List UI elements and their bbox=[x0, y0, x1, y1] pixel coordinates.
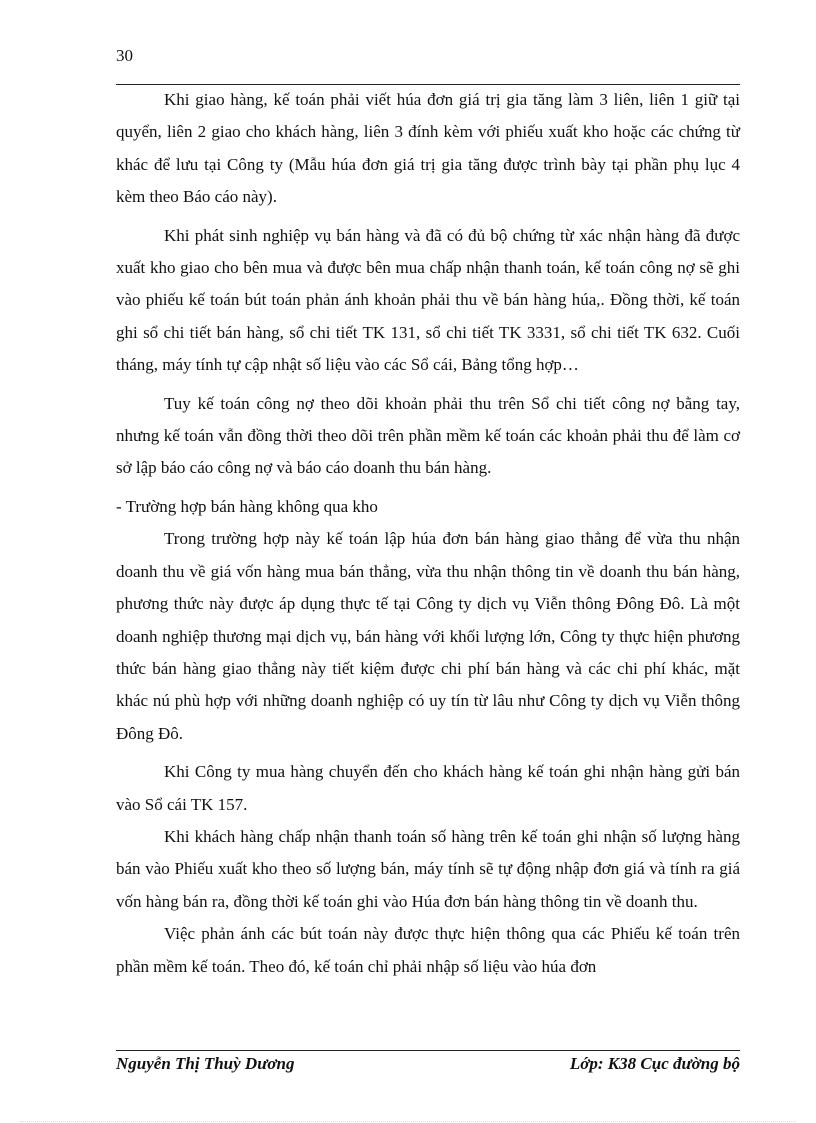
page-edge-divider bbox=[20, 1121, 796, 1122]
paragraph-invoice-issuance: Khi giao hàng, kế toán phải viết húa đơn giá trị gia tăng làm 3 liên, liên 1 giữ tại quyển, liên 2 giao cho khách hàng, liên 3 đính kèm với phiếu xuất kho hoặc các chứng từ khác để lưu tại Công ty (Mẫu húa đơn giá trị gia tăng được trình bày tại phần phụ lục 4 kèm theo Báo cáo này). bbox=[116, 90, 740, 207]
paragraph-receivables-tracking: Tuy kế toán công nợ theo dõi khoản phải thu trên Sổ chi tiết công nợ bằng tay, nhưng kế toán vẫn đồng thời theo dõi trên phần mềm kế toán các khoản phải thu để làm cơ sở lập báo cáo công nợ và báo cáo doanh thu bán hàng. bbox=[116, 393, 740, 478]
footer-rule bbox=[116, 1050, 740, 1051]
paragraph-goods-sent: Khi Công ty mua hàng chuyển đến cho khách hàng kế toán ghi nhận hàng gửi bán vào Sổ cái TK 157. bbox=[116, 762, 740, 814]
footer-class: Lớp: K38 Cục đường bộ bbox=[569, 1054, 740, 1073]
document-body bbox=[116, 84, 740, 983]
section-heading-direct-sales: - Trường hợp bán hàng không qua kho bbox=[116, 496, 378, 516]
paragraph-accounting-entries: Việc phản ánh các bút toán này được thực hiện thông qua các Phiếu kế toán trên phần mềm kế toán. Theo đó, kế toán chỉ phải nhập số liệu vào húa đơn bbox=[116, 924, 740, 976]
paragraph-payment-acceptance: Khi khách hàng chấp nhận thanh toán số hàng trên kế toán ghi nhận số lượng hàng bán vào Phiếu xuất kho theo số lượng bán, máy tính sẽ tự động nhập đơn giá và tính ra giá vốn hàng bán ra, đồng thời kế toán ghi vào Húa đơn bán hàng thông tin về doanh thu. bbox=[116, 826, 740, 911]
page-number: 30 bbox=[116, 46, 133, 65]
paragraph-sales-recording: Khi phát sinh nghiệp vụ bán hàng và đã có đủ bộ chứng từ xác nhận hàng đã được xuất kho giao cho bên mua và được bên mua chấp nhận thanh toán, kế toán công nợ sẽ ghi vào phiếu kế toán bút toán phản ánh khoản phải thu về bán hàng húa,. Đồng thời, kế toán ghi sổ chi tiết bán hàng, sổ chi tiết TK 131, sổ chi tiết TK 3331, sổ chi tiết TK 632. Cuối tháng, máy tính tự cập nhật số liệu vào các Sổ cái, Bảng tổng hợp… bbox=[116, 225, 740, 375]
footer-author: Nguyễn Thị Thuỳ Dương bbox=[116, 1054, 295, 1073]
paragraph-direct-sales: Trong trường hợp này kế toán lập húa đơn bán hàng giao thẳng để vừa thu nhận doanh thu về giá vốn hàng mua bán thẳng, vừa thu nhận thông tin về doanh thu bán hàng, phương thức này được áp dụng thực tế tại Công ty dịch vụ Viễn thông Đông Đô. Là một doanh nghiệp thương mại dịch vụ, bán hàng với khối lượng lớn, Công ty thực hiện phương thức bán hàng giao thẳng này tiết kiệm được chi phí bán hàng và các chi phí khác, mặt khác nú phù hợp với những doanh nghiệp có uy tín từ lâu như Công ty dịch vụ Viễn thông Đông Đô. bbox=[116, 529, 740, 743]
